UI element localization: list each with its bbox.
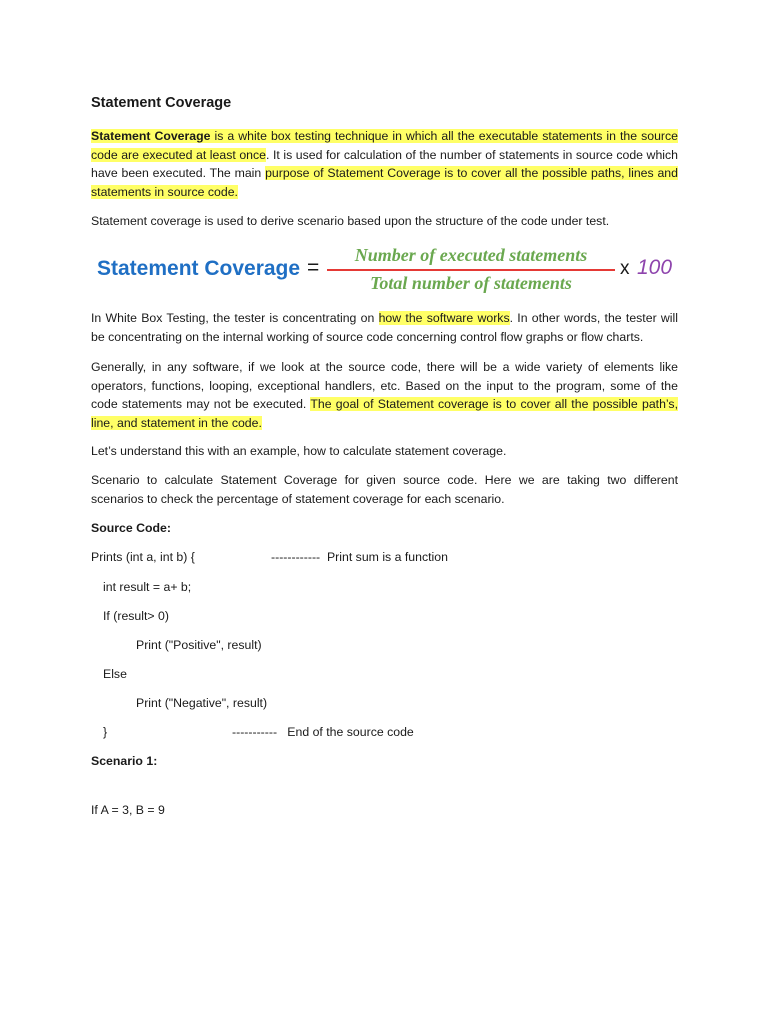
white-box-text-end: . In other words, the tester will be concentrating on the internal working of source code concerning control flow graphs or flow charts. xyxy=(91,311,678,344)
formula-fraction xyxy=(327,244,615,296)
definition-paragraph xyxy=(91,127,678,201)
scenario-1-label: Scenario 1: xyxy=(91,754,158,768)
white-box-paragraph xyxy=(91,309,678,346)
formula-numerator: Number of executed statements xyxy=(354,245,588,265)
source-code-label: Source Code: xyxy=(91,521,171,535)
code-line-2: int result = a+ b; xyxy=(103,580,192,594)
code-line-4: Print ("Positive", result) xyxy=(136,638,262,652)
coverage-formula xyxy=(91,244,678,296)
formula-factor: 100 xyxy=(637,256,673,279)
highlighted-software-works: how the software works xyxy=(378,311,510,325)
example-intro-paragraph: Let’s understand this with an example, how to calculate statement coverage. xyxy=(91,444,507,458)
code-line-6: Print ("Negative", result) xyxy=(136,696,268,710)
scenario-paragraph: Scenario to calculate Statement Coverage for given source code. Here we are taking two different scenarios to check the percentage of statement coverage for each scenario. xyxy=(91,473,678,506)
definition-text: . It is used for calculation of the number of statements in source code which have been executed. The main xyxy=(91,147,678,181)
code-line-7: } xyxy=(103,725,108,739)
fraction-bar xyxy=(327,269,615,271)
code-line-1-comment: ------------ Print sum is a function xyxy=(271,550,448,564)
formula-lhs: Statement Coverage xyxy=(97,257,301,280)
highlighted-definition: is a white box testing technique in which all the executable statements in the source code are executed at least once xyxy=(91,129,678,162)
goal-paragraph xyxy=(91,358,678,432)
formula-denominator: Total number of statements xyxy=(370,273,572,293)
highlighted-goal: The goal of Statement coverage is to cover all the possible path’s, line, and statement in the code. xyxy=(91,397,679,430)
highlighted-purpose: purpose of Statement Coverage is to cover all the possible paths, lines and statements in source code. xyxy=(91,166,678,199)
scenario-derivation-paragraph: Statement coverage is used to derive scenario based upon the structure of the code under test. xyxy=(91,214,610,228)
code-line-1: Prints (int a, int b) { xyxy=(91,550,195,564)
page-title: Statement Coverage xyxy=(91,95,232,111)
formula-times: x xyxy=(620,258,630,279)
goal-text: Generally, in any software, if we look at the source code, there will be a wide variety of elements like operators, functions, looping, exceptional handlers, etc. Based on the input to the program, some of the code statements may not be executed. xyxy=(91,360,678,412)
code-line-7-comment: ----------- End of the source code xyxy=(232,725,414,739)
code-line-3: If (result> 0) xyxy=(103,609,169,623)
highlighted-term: Statement Coverage xyxy=(91,129,211,143)
formula-equals: = xyxy=(307,256,320,279)
scenario-1-values: If A = 3, B = 9 xyxy=(91,803,165,817)
white-box-text-start: In White Box Testing, the tester is concentrating on xyxy=(91,311,379,325)
code-line-5: Else xyxy=(103,667,127,681)
